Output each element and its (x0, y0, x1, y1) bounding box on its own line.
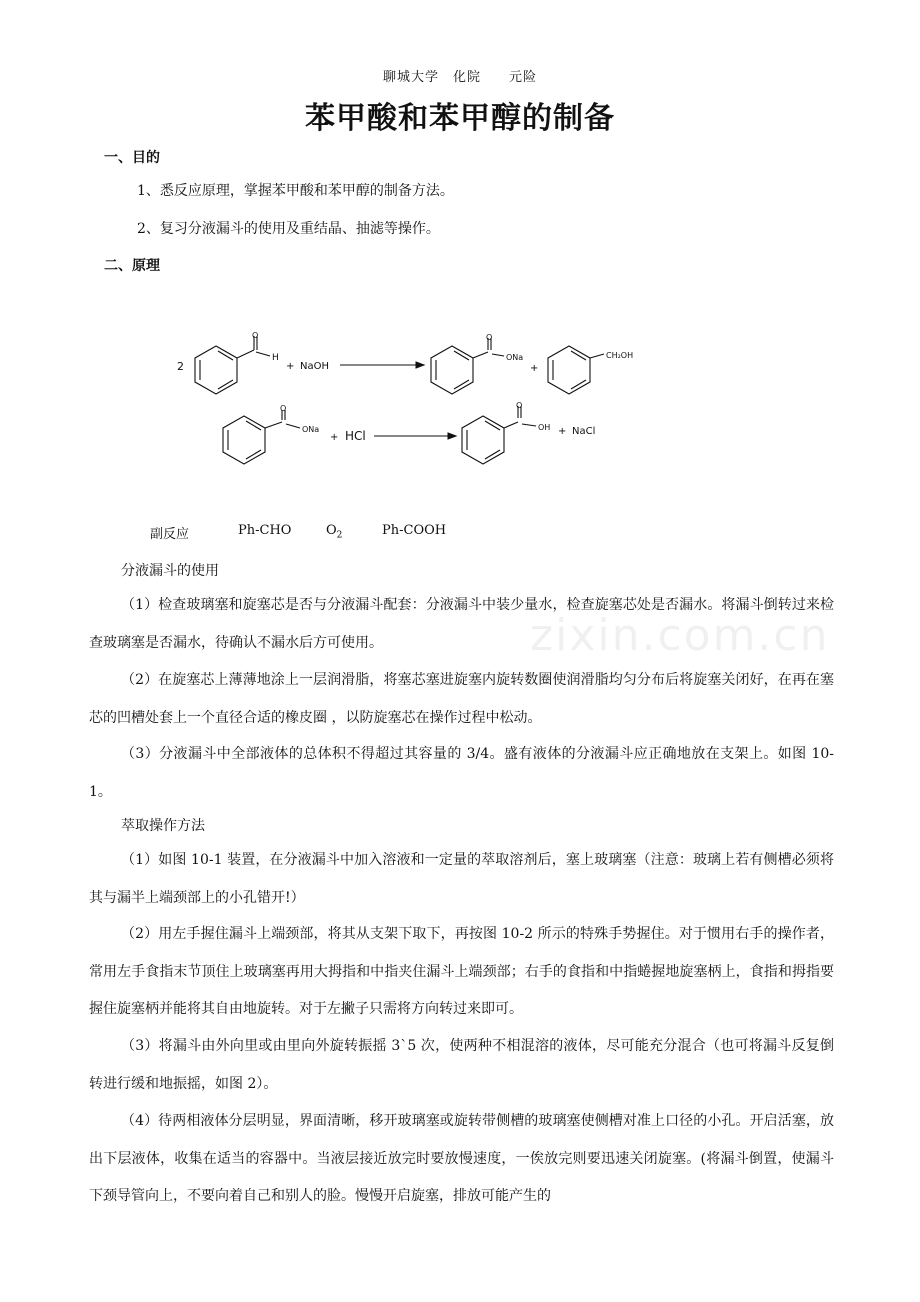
oh-label: OH (538, 423, 551, 432)
scheme-plus-3: + (330, 432, 339, 443)
side-reaction-product: Ph-COOH (382, 523, 447, 538)
hcl-label: HCl (345, 429, 366, 443)
section-heading-principle: 二、原理 (104, 258, 160, 274)
side-reaction-reactant: Ph-CHO (238, 523, 292, 538)
reaction-arrow-1 (340, 362, 424, 368)
scheme-coefficient: 2 (177, 360, 184, 373)
nacl-label: NaCl (572, 426, 596, 437)
funnel-paragraph-3: （3）分液漏斗中全部液体的总体积不得超过其容量的 3/4。盛有液体的分液漏斗应正确地放在支架上。如图 10-1。 (89, 746, 834, 800)
benzoate-oxygen-label: O (486, 333, 493, 342)
naoh-label: NaOH (300, 361, 329, 372)
page-title: 苯甲酸和苯甲醇的制备 (305, 101, 615, 136)
section-heading-objective: 一、目的 (104, 150, 160, 166)
scheme-plus-4: + (558, 426, 567, 437)
benzyl-alcohol-structure (548, 346, 604, 394)
scheme-plus-1: + (286, 361, 295, 372)
funnel-paragraph-2: （2）在旋塞芯上薄薄地涂上一层润滑脂，将塞芯塞进旋塞内旋转数圈使润滑脂均匀分布后将旋塞关闭好，在再在塞芯的凹槽处套上一个直径合适的橡皮圈 ，以防旋塞芯在操作过程中松动。 (89, 672, 834, 726)
side-reaction-oxidant: $O_2$ (326, 523, 343, 541)
aldehyde-hydrogen-label: H (272, 353, 279, 363)
benzoate-oxygen-label-2: O (280, 404, 287, 413)
ona-label-2: ONa (302, 425, 320, 434)
affiliation-line: 聊城大学 化院 元险 (382, 70, 537, 85)
reaction-scheme (170, 318, 650, 478)
extraction-paragraph-1: （1）如图 10-1 装置，在分液漏斗中加入溶液和一定量的萃取溶剂后，塞上玻璃塞（注意：玻璃上若有侧槽必须将其与漏半上端颈部上的小孔错开!） (89, 852, 834, 906)
aldehyde-oxygen-label: O (252, 331, 259, 340)
extraction-paragraph-4: （4）待两相液体分层明显，界面清晰，移开玻璃塞或旋转带侧槽的玻璃塞使侧槽对准上口径的小孔。开启活塞，放出下层液体，收集在适当的容器中。当液层接近放完时要放慢速度，一俟放完则要迅速关闭旋塞。(将漏斗倒置，使漏斗下颈导管向上，不要向着自己和别人的脸。慢慢开启旋塞，排放可能产生的 (89, 1113, 834, 1204)
reaction-arrow-2 (374, 433, 456, 439)
funnel-paragraph-1: （1）检查玻璃塞和旋塞芯是否与分液漏斗配套：分液漏斗中装少量水，检查旋塞芯处是否漏水。将漏斗倒转过来检查玻璃塞是否漏水，待确认不漏水后方可使用。 (89, 597, 834, 651)
benzyl-alcohol-label: CH₂OH (606, 351, 634, 360)
side-reaction-label: 副反应 (150, 527, 190, 542)
watermark: zixin.com.cn (530, 610, 830, 661)
benzoic-acid-structure (462, 406, 536, 464)
funnel-section-title: 分液漏斗的使用 (121, 563, 219, 579)
scheme-plus-2: + (530, 363, 539, 374)
extraction-paragraph-3: （3）将漏斗由外向里或由里向外旋转振摇 3`5 次，使两种不相混溶的液体，尽可能充分混合（也可将漏斗反复倒转进行缓和地振摇，如图 2）。 (89, 1038, 834, 1092)
side-reaction-row (0, 523, 920, 543)
objective-item-1: 1、悉反应原理，掌握苯甲酸和苯甲醇的制备方法。 (137, 183, 454, 199)
ona-label-1: ONa (506, 353, 524, 362)
extraction-section-title: 萃取操作方法 (121, 818, 205, 834)
benzaldehyde-structure (195, 336, 270, 394)
extraction-paragraph-2: （2）用左手握住漏斗上端颈部，将其从支架下取下，再按图 10-2 所示的特殊手势握住。对于惯用右手的操作者，常用左手食指末节顶住上玻璃塞再用大拇指和中指夹住漏斗上端颈部；右手的食指和中指蜷握地旋塞柄上，食指和拇指要握住旋塞柄并能将其自由地旋转。对于左撇子只需将方向转过来即可。 (89, 926, 834, 1017)
objective-item-2: 2、复习分液漏斗的使用及重结晶、抽滤等操作。 (137, 221, 440, 237)
acid-oxygen-label: O (516, 401, 523, 410)
sodium-benzoate-structure (431, 338, 504, 394)
sodium-benzoate-structure-2 (223, 410, 300, 464)
